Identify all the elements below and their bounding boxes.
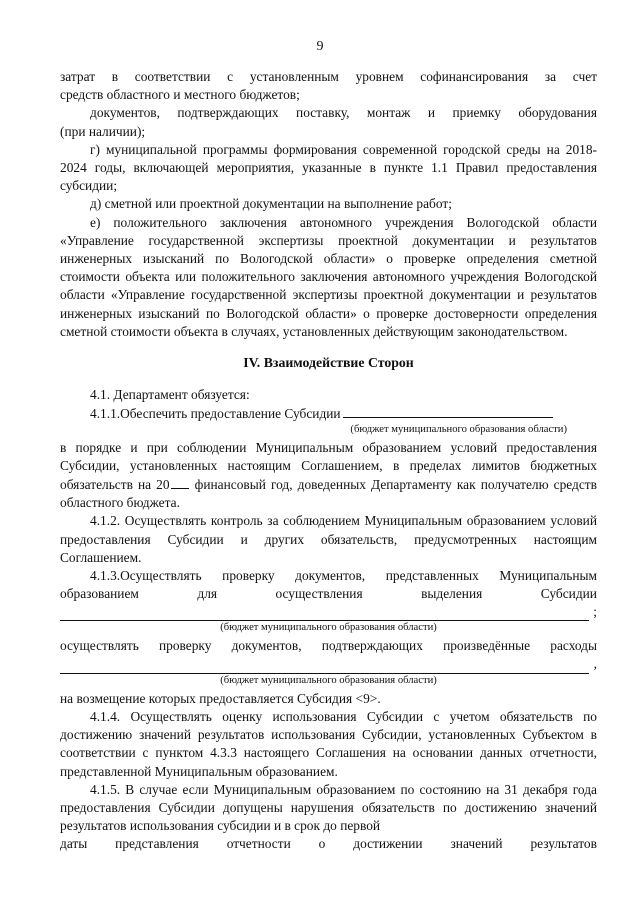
line-end-mark: , [593,656,597,672]
field-caption: (бюджет муниципального образования области) [220,674,437,686]
clause-4-1-3-line2 [60,585,597,603]
blank-line [60,608,589,621]
clause-4-1-5-last-line [60,835,597,853]
word: значений [450,836,503,852]
page-number: 9 [316,39,324,54]
word: для [197,586,218,602]
section-heading: IV. Взаимодействие Сторон [243,355,414,371]
blank-fill-line [60,603,597,621]
word: выделения [421,586,483,602]
clause-4-1-3-line4: на возмещение которых предоставляется Субсидия <9>. [60,690,381,706]
paragraph-item-g: г) муниципальной программы формирования современной городской среды на 2018-2024 годы, включающей мероприятия, указанные в пункте 1.1 Правил предоставления субсидии; [60,141,597,194]
paragraph-item-d: д) сметной или проектной документации на выполнение работ; [90,196,452,212]
clause-4-1: 4.1. Департамент обязуется: [90,387,250,403]
word: даты [60,836,88,852]
clause-4-1-3-line1: 4.1.3.Осуществлять проверку документов, представленных Муниципальным [90,568,597,584]
clause-4-1-1-start [60,404,597,423]
line-end-mark: ; [593,604,597,620]
document-body [60,68,597,854]
field-caption: (бюджет муниципального образования области) [350,423,567,435]
blank-fill-line [60,656,597,674]
clause-4-1-1-body [60,439,597,513]
clause-4-1-3-line3: осуществлять проверку документов, подтверждающих произведённые расходы [60,638,597,654]
clause-4-1-5: 4.1.5. В случае если Муниципальным образованием по состоянию на 31 декабря года предоставления Субсидии допущены нарушения обязательств по достижению значений результатов использования субсидии и в срок до первой [60,781,597,834]
word: образованием [60,586,139,602]
blank-line [60,661,589,674]
paragraph-line: документов, подтверждающих поставку, монтаж и приемку оборудования [90,105,597,121]
word: результатов [530,836,597,852]
word: Субсидии [540,586,597,602]
clause-4-1-4: 4.1.4. Осуществлять оценку использования Субсидии с учетом обязательств по достижению значений результатов использования Субсидии, установленных Субъектом в соответствии с пунктом 4.3.3 настоящего Соглашения на основании данных отчетности, представленной Муниципальным образованием. [60,708,597,779]
word: отчетности [226,836,291,852]
clause-text: финансовый год, доведенных Департаменту как получателю средств областного бюджета. [60,477,597,511]
clause-text: 4.1.1.Обеспечить предоставление Субсидии [90,406,341,422]
word: осуществления [275,586,363,602]
word: достижении [353,836,423,852]
blank-line [343,404,553,418]
word: представления [115,836,199,852]
paragraph-line: средств областного и местного бюджетов; [60,87,300,103]
paragraph-line: (при наличии); [60,123,146,139]
clause-4-1-2: 4.1.2. Осуществлять контроль за соблюдением Муниципальным образованием условий предоставления Субсидии и других обязательств, предусмотренных настоящим Соглашением. [60,513,597,565]
year-blank [171,475,189,489]
word: о [318,836,326,852]
paragraph-line: затрат в соответствии с установленным уровнем софинансирования за счет [60,69,597,84]
clause-text: в порядке и при соблюдении Муниципальным образованием условий предоставления Субсидии, установленных настоящим Соглашением, в пределах лимитов бюджетных обязательств на 20 [60,439,597,493]
field-caption: (бюджет муниципального образования области) [220,622,437,634]
paragraph-item-e: е) положительного заключения автономного учреждения Вологодской области «Управление государственной экспертизы проектной документации и результатов инженерных изысканий по Вологодской области» о проверке определения сметной стоимости объекта или положительного заключения автономного учреждения Вологодской области «Управление государственной экспертизы проектной документации и результатов инженерных изысканий по Вологодской области» о проверке достоверности определения сметной стоимости объекта в случаях, установленных действующим законодательством. [60,214,597,339]
